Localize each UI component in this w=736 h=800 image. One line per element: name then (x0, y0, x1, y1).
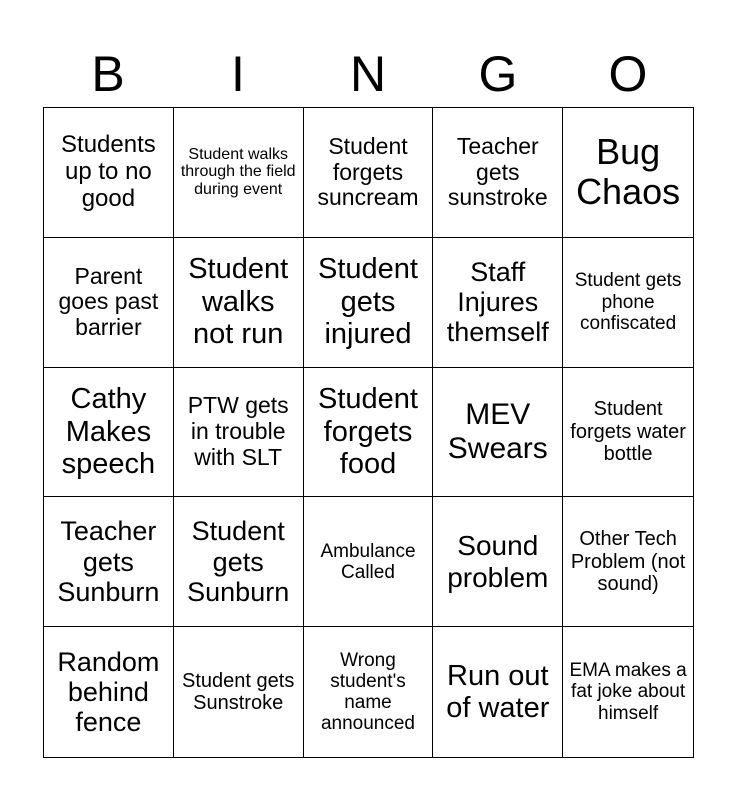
cell-text: Random behind fence (57, 646, 160, 738)
cell-text: Student gets Sunstroke (182, 669, 295, 715)
cell-text: Student gets injured (318, 253, 418, 351)
bingo-cell[interactable] (433, 627, 563, 757)
bingo-cell[interactable] (304, 238, 434, 368)
cell-text: Cathy Makes speech (61, 383, 156, 481)
cell-text: Teacher gets Sunburn (57, 516, 160, 607)
cell-text: Student gets Sunburn (187, 516, 290, 607)
bingo-cell[interactable] (563, 627, 693, 757)
cell-text: EMA makes a fat joke about himself (569, 660, 687, 724)
header-letter-g: G (478, 46, 518, 102)
cell-text: Bug Chaos (576, 131, 681, 213)
bingo-cell[interactable] (563, 368, 693, 498)
bingo-cell[interactable] (44, 368, 174, 498)
cell-text: Run out of water (446, 659, 550, 725)
bingo-cell[interactable] (563, 238, 693, 368)
bingo-header (43, 40, 693, 108)
bingo-cell[interactable] (563, 497, 693, 627)
cell-text: Teacher gets sunstroke (447, 132, 548, 211)
cell-text: Parent goes past barrier (58, 262, 159, 341)
bingo-cell[interactable] (174, 497, 304, 627)
bingo-cell[interactable] (174, 627, 304, 757)
header-letter-o: O (608, 46, 648, 102)
bingo-cell[interactable] (433, 108, 563, 238)
bingo-cell[interactable] (174, 108, 304, 238)
cell-text: Sound problem (447, 530, 549, 593)
bingo-cell[interactable] (563, 108, 693, 238)
cell-text: Student forgets food (318, 383, 418, 481)
cell-text: Student walks not run (188, 253, 289, 351)
cell-text: Ambulance Called (320, 540, 416, 583)
bingo-cell[interactable] (44, 108, 174, 238)
bingo-cell[interactable] (433, 368, 563, 498)
cell-text: Wrong student's name announced (320, 649, 416, 735)
cell-text: Student gets phone confiscated (574, 270, 682, 334)
cell-text: Student forgets suncream (317, 132, 419, 211)
bingo-board (43, 107, 694, 758)
bingo-cell[interactable] (304, 627, 434, 757)
cell-text: MEV Swears (447, 398, 548, 465)
cell-text: Staff Injures themself (446, 256, 549, 348)
cell-text: Student walks through the field during event (180, 145, 296, 199)
cell-text: Student forgets water bottle (570, 398, 686, 466)
bingo-cell[interactable] (174, 368, 304, 498)
bingo-cell[interactable] (433, 497, 563, 627)
bingo-cell[interactable] (304, 368, 434, 498)
header-letter-n: N (349, 46, 387, 102)
header-letter-b: B (91, 46, 125, 102)
bingo-cell[interactable] (44, 497, 174, 627)
bingo-cell[interactable] (304, 108, 434, 238)
cell-text: PTW gets in trouble with SLT (187, 392, 289, 470)
cell-text: Other Tech Problem (not sound) (570, 528, 686, 595)
header-letter-i: I (231, 46, 245, 102)
bingo-cell[interactable] (174, 238, 304, 368)
cell-text: Students up to no good (61, 131, 156, 212)
bingo-cell[interactable] (433, 238, 563, 368)
bingo-cell[interactable] (304, 497, 434, 627)
bingo-cell[interactable] (44, 627, 174, 757)
bingo-cell[interactable] (44, 238, 174, 368)
